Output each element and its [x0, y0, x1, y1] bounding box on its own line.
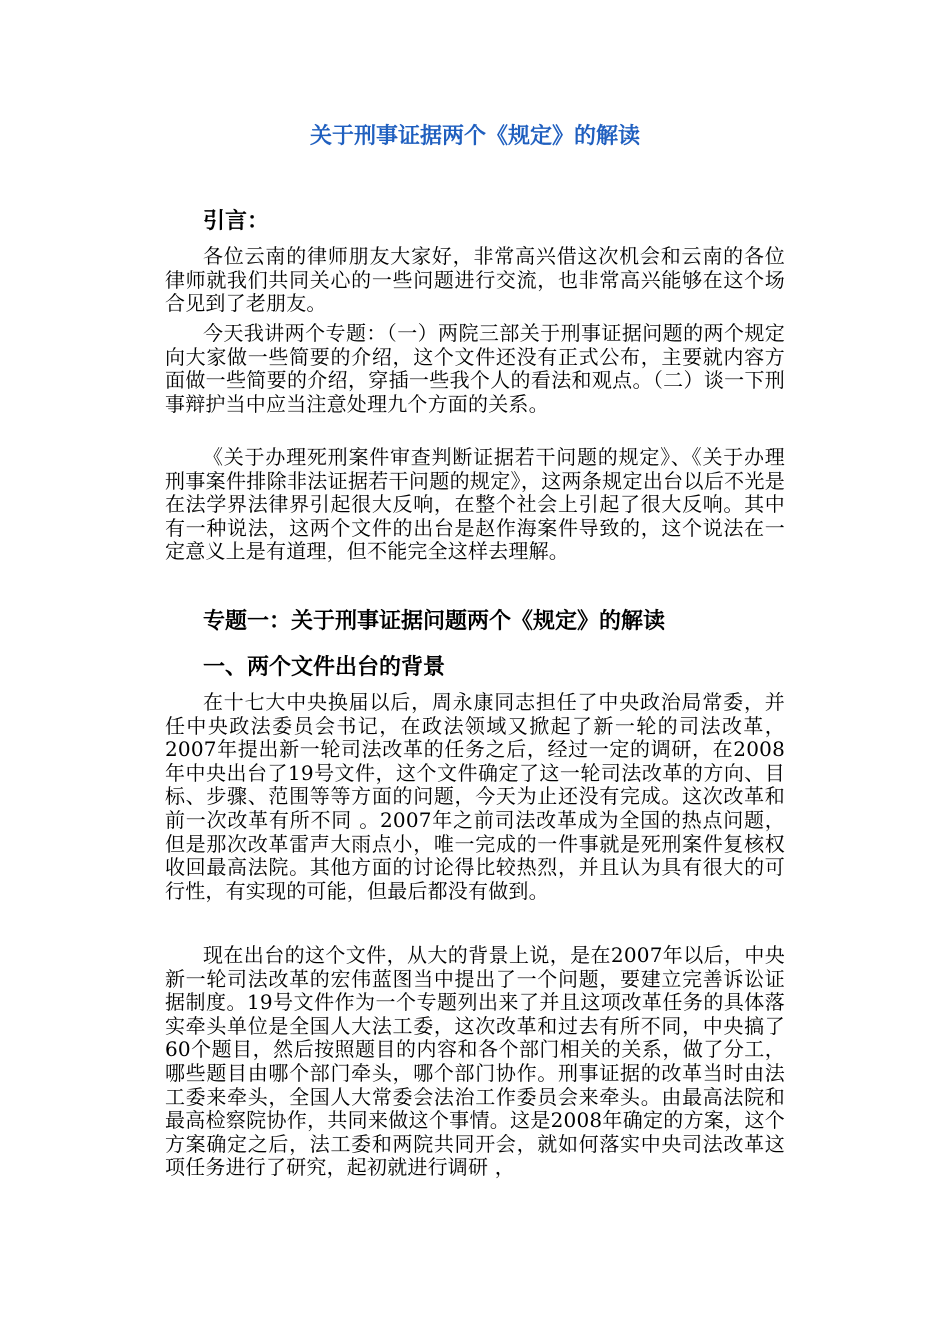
topic-heading: 专题一：关于刑事证据问题两个《规定》的解读 — [203, 608, 666, 634]
document-title: 关于刑事证据两个《规定》的解读 — [309, 123, 640, 149]
section1-paragraph-1: 在十七大中央换届以后，周永康同志担任了中央政治局常委，并任中央政法委员会书记，在政法领域又掀起了新一轮的司法改革，2007年提出新一轮司法改革的任务之后，经过一定的调研，在2008年中央出台了19号文件，这个文件确定了这一轮司法改革的方向、目标、步骤、范围等等方面的问题，今天为止还没有完成。这次改革和前一次改革有所不同 。2007年之前司法改革成为全国的热点问题，但是那次改革雷声大雨点小，唯一完成的一件事就是死刑案件复核权收回最高法院。其他方面的讨论得比较热烈，并且认为具有很大的可行性，有实现的可能，但最后都没有做到。 — [165, 690, 785, 903]
intro-paragraph-3: 《关于办理死刑案件审查判断证据若干问题的规定》、《关于办理刑事案件排除非法证据若干问题的规定》，这两条规定出台以后不光是在法学界法律界引起很大反响，在整个社会上引起了很大反响。其中有一种说法，这两个文件的出台是赵作海案件导致的，这个说法在一定意义上是有道理，但不能完全这样去理解。 — [165, 445, 785, 564]
intro-paragraph-1: 各位云南的律师朋友大家好，非常高兴借这次机会和云南的各位律师就我们共同关心的一些问题进行交流，也非常高兴能够在这个场合见到了老朋友。 — [165, 244, 785, 316]
intro-paragraph-2: 今天我讲两个专题：（一）两院三部关于刑事证据问题的两个规定向大家做一些简要的介绍，这个文件还没有正式公布，主要就内容方面做一些简要的介绍，穿插一些我个人的看法和观点。（二）谈一下刑事辩护当中应当注意处理九个方面的关系。 — [165, 321, 785, 416]
intro-heading: 引言： — [203, 208, 270, 234]
section1-paragraph-2: 现在出台的这个文件，从大的背景上说，是在2007年以后，中央新一轮司法改革的宏伟蓝图当中提出了一个问题，要建立完善诉讼证据制度。19号文件作为一个专题列出来了并且这项改革任务的具体落实牵头单位是全国人大法工委，这次改革和过去有所不同，中央搞了60个题目，然后按照题目的内容和各个部门相关的关系，做了分工，哪些题目由哪个部门牵头，哪个部门协作。刑事证据的改革当时由法工委来牵头，全国人大常委会法治工作委员会来牵头。由最高法院和最高检察院协作，共同来做这个事情。这是2008年确定的方案，这个方案确定之后，法工委和两院共同开会，就如何落实中央司法改革这项任务进行了研究，起初就进行调研 ， — [165, 943, 785, 1180]
section1-heading: 一、两个文件出台的背景 — [203, 654, 446, 680]
